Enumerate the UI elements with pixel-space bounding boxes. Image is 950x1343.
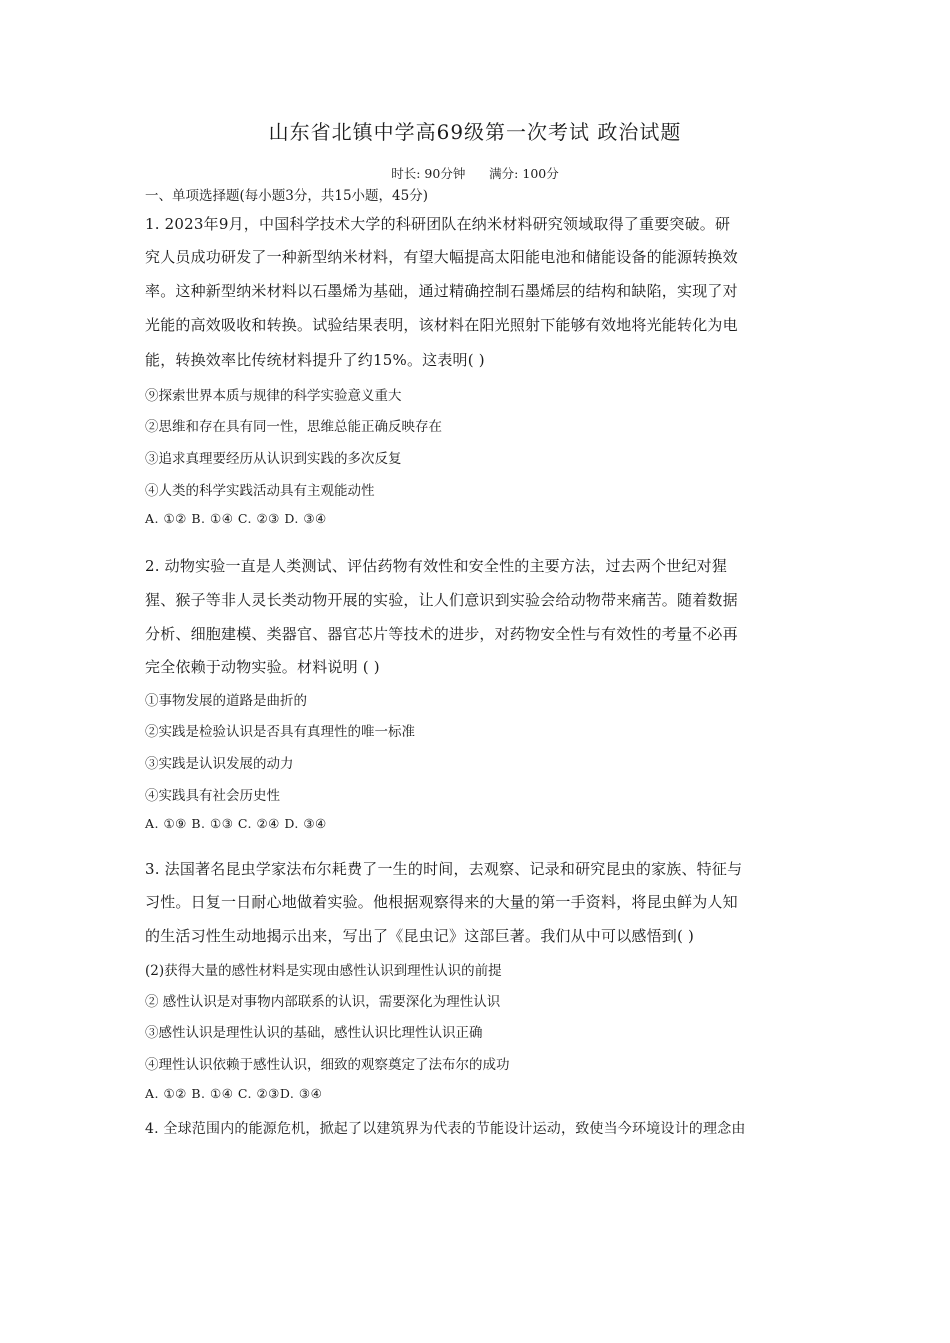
- question-1-line-4: 光能的高效吸收和转换。试验结果表明，该材料在阳光照射下能够有效地将光能转化为电: [145, 316, 738, 334]
- question-2-option-1: ①事物发展的道路是曲折的: [145, 693, 307, 709]
- question-2-line-4: 完全依赖于动物实验。材料说明 ( ): [145, 658, 380, 676]
- question-3-option-4: ④理性认识依赖于感性认识，细致的观察奠定了法布尔的成功: [145, 1057, 510, 1073]
- exam-duration-and-score: 时长: 90分钟 满分: 100分: [391, 166, 559, 181]
- question-4-line-1: 4. 全球范围内的能源危机，掀起了以建筑界为代表的节能设计运动，致使当今环境设计的理念由: [145, 1121, 746, 1137]
- section-heading: 一、单项选择题(每小题3分，共15小题，45分): [145, 188, 428, 204]
- question-3-line-2: 习性。日复一日耐心地做着实验。他根据观察得来的大量的第一手资料，将昆虫鲜为人知: [145, 893, 738, 911]
- question-2-line-3: 分析、细胞建模、类器官、器官芯片等技术的进步，对药物安全性与有效性的考量不必再: [145, 625, 738, 643]
- question-1-option-2: ②思维和存在具有同一性，思维总能正确反映存在: [145, 419, 442, 435]
- question-3-option-3: ③感性认识是理性认识的基础，感性认识比理性认识正确: [145, 1025, 483, 1041]
- question-2-line-2: 猩、猴子等非人灵长类动物开展的实验，让人们意识到实验会给动物带来痛苦。随着数据: [145, 591, 738, 609]
- question-3-choices: A. ①② B. ①④ C. ②③D. ③④: [145, 1086, 323, 1101]
- question-3-line-3: 的生活习性生动地揭示出来，写出了《昆虫记》这部巨著。我们从中可以感悟到( ): [145, 927, 695, 945]
- question-1-option-4: ④人类的科学实践活动具有主观能动性: [145, 483, 375, 499]
- question-2-line-1: 2. 动物实验一直是人类测试、评估药物有效性和安全性的主要方法，过去两个世纪对猩: [145, 557, 728, 575]
- question-3-line-1: 3. 法国著名昆虫学家法布尔耗费了一生的时间，去观察、记录和研究昆虫的家族、特征与: [145, 860, 743, 878]
- question-2-option-4: ④实践具有社会历史性: [145, 788, 280, 804]
- question-1-choices: A. ①② B. ①④ C. ②③ D. ③④: [145, 511, 327, 526]
- question-2-option-3: ③实践是认识发展的动力: [145, 756, 294, 772]
- question-2-choices: A. ①⑨ B. ①③ C. ②④ D. ③④: [145, 816, 327, 831]
- question-2-option-2: ②实践是检验认识是否具有真理性的唯一标准: [145, 724, 415, 740]
- question-1-line-5: 能，转换效率比传统材料提升了约15%。这表明( ): [145, 351, 485, 369]
- question-3-option-2: ② 感性认识是对事物内部联系的认识，需要深化为理性认识: [145, 994, 501, 1010]
- question-1-line-2: 究人员成功研发了一种新型纳米材料，有望大幅提高太阳能电池和储能设备的能源转换效: [145, 248, 738, 266]
- question-1-option-3: ③追求真理要经历从认识到实践的多次反复: [145, 451, 402, 467]
- question-1-line-3: 率。这种新型纳米材料以石墨烯为基础，通过精确控制石墨烯层的结构和缺陷，实现了对: [145, 282, 738, 300]
- exam-title: 山东省北镇中学高69级第一次考试 政治试题: [268, 120, 682, 144]
- question-3-option-1: (2)获得大量的感性材料是实现由感性认识到理性认识的前提: [145, 963, 502, 979]
- question-1-option-1: ⑨探索世界本质与规律的科学实验意义重大: [145, 388, 402, 404]
- question-1-line-1: 1. 2023年9月，中国科学技术大学的科研团队在纳米材料研究领域取得了重要突破。研: [145, 215, 731, 233]
